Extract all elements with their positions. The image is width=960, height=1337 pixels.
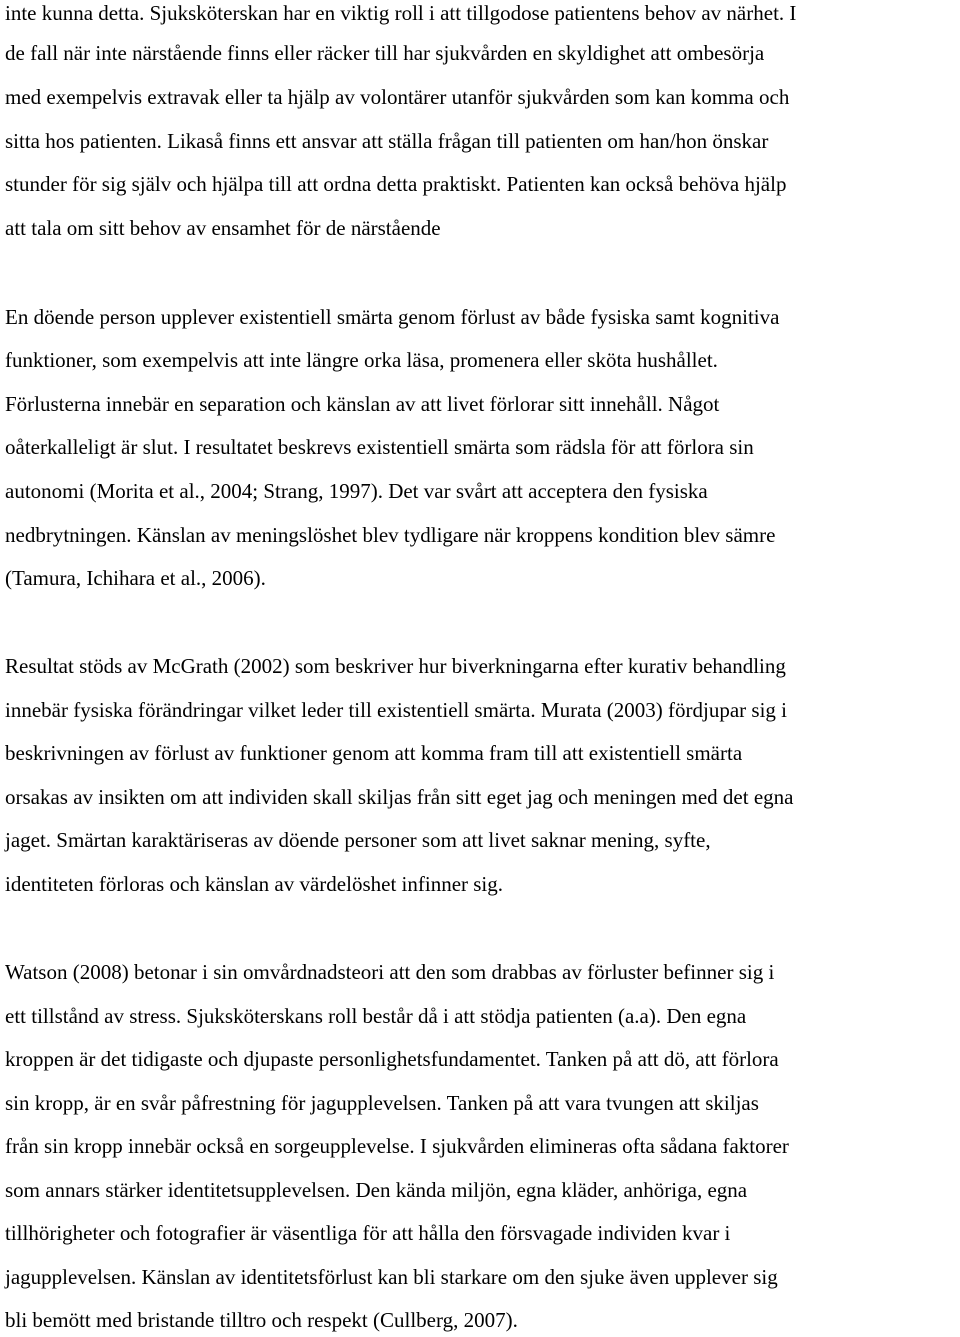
text-line: med exempelvis extravak eller ta hjälp av volontärer utanför sjukvården som kan komma och [5, 85, 790, 109]
text-line: Förlusterna innebär en separation och känslan av att livet förlorar sitt innehåll. Något [5, 392, 720, 416]
text-line: oåterkalleligt är slut. I resultatet beskrevs existentiell smärta som rädsla för att förlora sin [5, 435, 754, 459]
text-line: Resultat stöds av McGrath (2002) som beskriver hur biverkningarna efter kurativ behandling [5, 654, 786, 678]
text-line: Watson (2008) betonar i sin omvårdnadsteori att den som drabbas av förluster befinner sig i [5, 960, 775, 984]
text-line: funktioner, som exempelvis att inte längre orka läsa, promenera eller sköta hushållet. [5, 348, 718, 372]
text-line: bli bemött med bristande tilltro och respekt (Cullberg, 2007). [5, 1308, 518, 1332]
text-line: jagupplevelsen. Känslan av identitetsförlust kan bli starkare om den sjuke även upplever sig [5, 1265, 778, 1289]
text-line: tillhörigheter och fotografier är väsentliga för att hålla den försvagade individen kvar i [5, 1221, 731, 1245]
text-line: ett tillstånd av stress. Sjuksköterskans roll består då i att stödja patienten (a.a). Den egna [5, 1004, 747, 1028]
text-line: beskrivningen av förlust av funktioner genom att komma fram till att existentiell smärta [5, 741, 743, 765]
text-line: att tala om sitt behov av ensamhet för de närstående [5, 216, 441, 240]
text-line: stunder för sig själv och hjälpa till att ordna detta praktiskt. Patienten kan också behöva hjälp [5, 172, 787, 196]
text-line: nedbrytningen. Känslan av meningslöshet blev tydligare när kroppens kondition blev sämre [5, 523, 776, 547]
text-line: En döende person upplever existentiell smärta genom förlust av både fysiska samt kognitiva [5, 305, 780, 329]
text-line: inte kunna detta. Sjuksköterskan har en viktig roll i att tillgodose patientens behov av närhet. I [5, 1, 797, 25]
text-line: sin kropp, är en svår påfrestning för jagupplevelsen. Tanken på att vara tvungen att skiljas [5, 1091, 759, 1115]
text-line: orsakas av insikten om att individen skall skiljas från sitt eget jag och meningen med det egna [5, 785, 794, 809]
text-line: från sin kropp innebär också en sorgeupplevelse. I sjukvården elimineras ofta sådana faktorer [5, 1134, 789, 1158]
text-line: innebär fysiska förändringar vilket leder till existentiell smärta. Murata (2003) fördjupar sig i [5, 698, 788, 722]
text-line: kroppen är det tidigaste och djupaste personlighetsfundamentet. Tanken på att dö, att förlora [5, 1047, 779, 1071]
text-line: jaget. Smärtan karaktäriseras av döende personer som att livet saknar mening, syfte, [5, 828, 711, 852]
text-line: som annars stärker identitetsupplevelsen. Den kända miljön, egna kläder, anhöriga, egna [5, 1178, 748, 1202]
text-line: de fall när inte närstående finns eller räcker till har sjukvården en skyldighet att ombesörja [5, 41, 765, 65]
text-line: (Tamura, Ichihara et al., 2006). [5, 566, 266, 590]
text-line: sitta hos patienten. Likaså finns ett ansvar att ställa frågan till patienten om han/hon önskar [5, 129, 769, 153]
text-line: identiteten förloras och känslan av värdelöshet infinner sig. [5, 872, 504, 896]
text-line: autonomi (Morita et al., 2004; Strang, 1997). Det var svårt att acceptera den fysiska [5, 479, 708, 503]
